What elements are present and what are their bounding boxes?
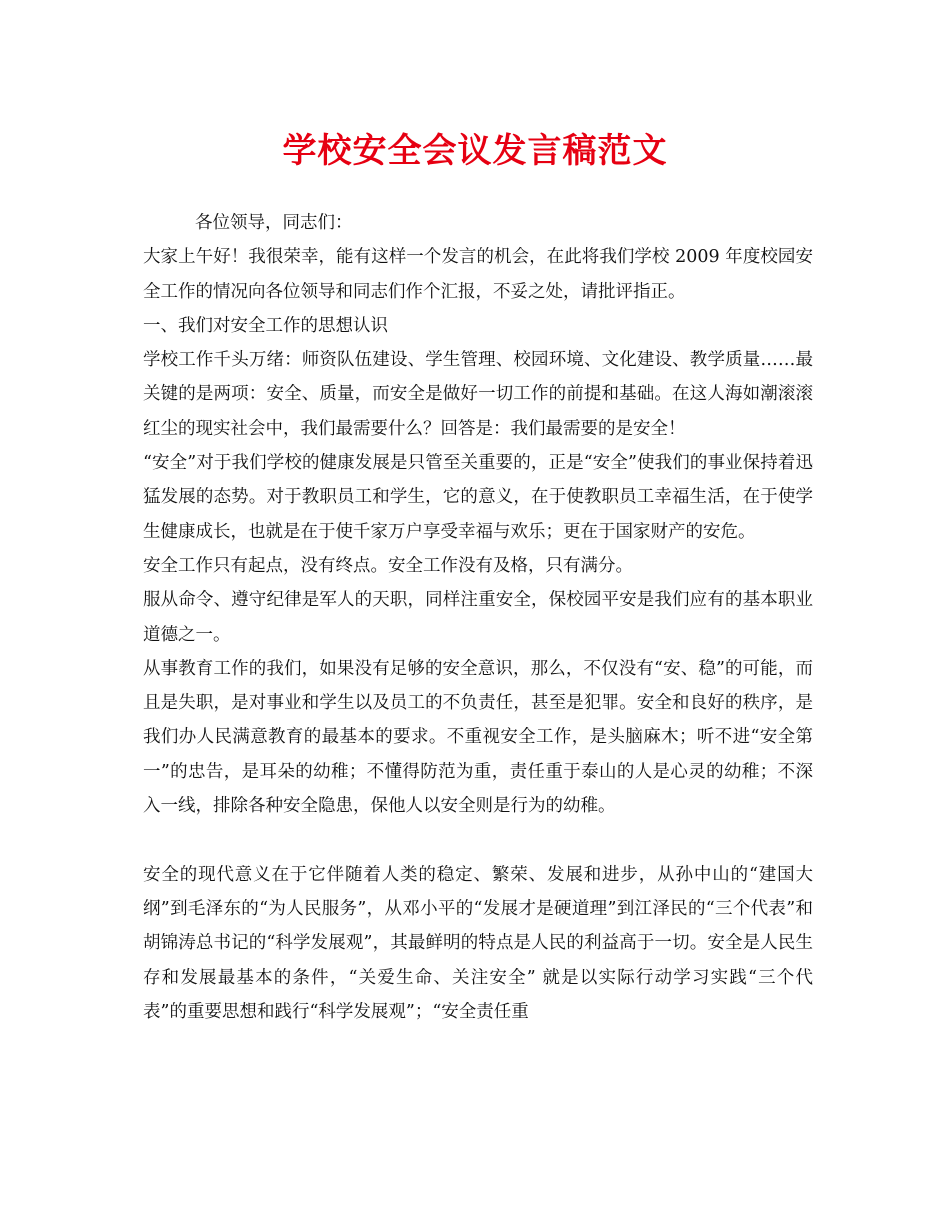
salutation: 各位领导，同志们： xyxy=(195,213,353,233)
section-heading: 一、我们对安全工作的思想认识 xyxy=(143,315,388,336)
paragraph-awareness: 从事教育工作的我们，如果没有足够的安全意识，那么，不仅没有“安、稳”的可能，而且是失职，是对事业和学生以及员工的不负责任，甚至是犯罪。安全和良好的秩序，是我们办人民满意教育的最基本的要求。不重视安全工作，是头脑麻木；听不进“安全第一”的忠告，是耳朵的幼稚；不懂得防范为重，责任重于泰山的人是心灵的幼稚；不深入一线，排除各种安全隐患，保他人以安全则是行为的幼稚。 xyxy=(143,658,813,817)
paragraph-spacer xyxy=(143,823,813,857)
paragraph-greeting: 大家上午好！我很荣幸，能有这样一个发言的机会，在此将我们学校 2009 年度校园安全工作的情况向各位领导和同志们作个汇报，不妥之处，请批评指正。 xyxy=(143,247,813,302)
document-title: 学校安全会议发言稿范文 xyxy=(282,131,668,171)
paragraph-safety-no-end: 安全工作只有起点，没有终点。安全工作没有及格，只有满分。 xyxy=(143,555,633,576)
paragraph-modern-meaning: 安全的现代意义在于它伴随着人类的稳定、繁荣、发展和进步，从孙中山的“建国大纲”到毛泽东的“为人民服务”，从邓小平的“发展才是硬道理”到江泽民的“三个代表”和胡锦涛总书记的“科学发展观”，其最鲜明的特点是人民的利益高于一切。安全是人民生存和发展最基本的条件，“关爱生命、关注安全” 就是以实际行动学习实践“三个代表”的重要思想和践行“科学发展观”；“安全责任重 xyxy=(143,864,813,1022)
document-body xyxy=(143,206,813,1029)
paragraph-safety-importance: “安全”对于我们学校的健康发展是只管至关重要的，正是“安全”使我们的事业保持着迅猛发展的态势。对于教职员工和学生，它的意义，在于使教职员工幸福生活，在于使学生健康成长，也就是在于使千家万户享受幸福与欢乐；更在于国家财产的安危。 xyxy=(143,453,813,542)
paragraph-school-work: 学校工作千头万绪：师资队伍建设、学生管理、校园环境、文化建设、教学质量……最关键的是两项：安全、质量，而安全是做好一切工作的前提和基础。在这人海如潮滚滚红尘的现实社会中，我们最需要什么？回答是：我们最需要的是安全！ xyxy=(143,350,813,439)
paragraph-duty: 服从命令、遵守纪律是军人的天职，同样注重安全，保校园平安是我们应有的基本职业道德之一。 xyxy=(143,590,813,645)
